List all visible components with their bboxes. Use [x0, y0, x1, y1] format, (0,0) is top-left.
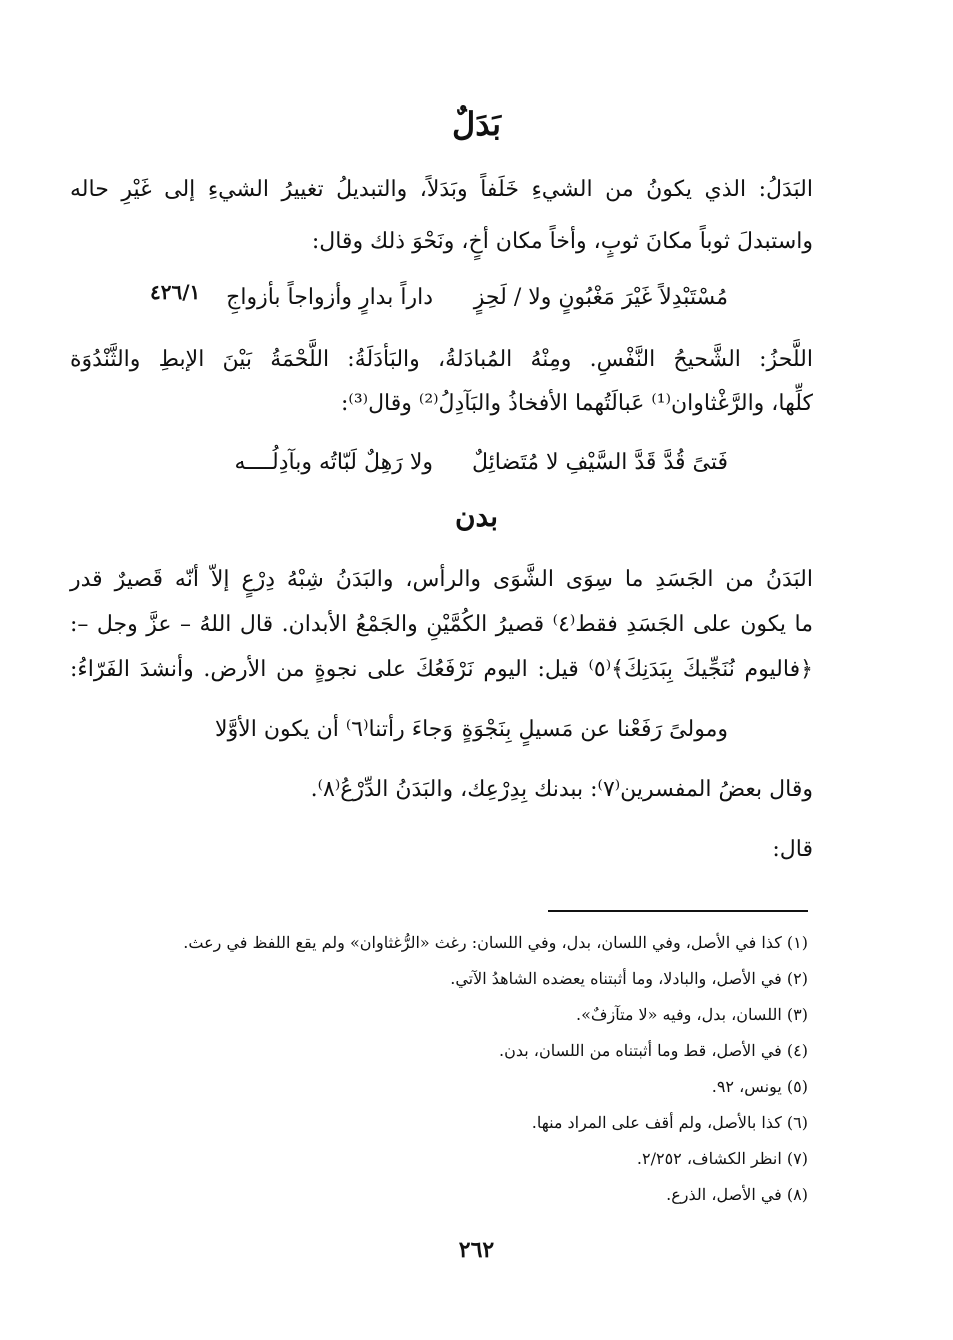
text-line: واستبدلَ ثوباً مكانَ ثوبٍ، وأخاً مكان أخٍ، ونَحْوَ ذلك وقال: — [311, 229, 813, 254]
verse-hemistich: داراً بدارٍ وأزواجاً بأزواجِ — [226, 285, 433, 310]
entry-heading-badan: بدن — [454, 500, 499, 533]
footnote: (٨) في الأصل، الذرع. — [666, 1185, 808, 1204]
verse-hemistich: ومولىً رَفَعْنا عن مَسيلٍ بِنَجْوَةٍ — [461, 717, 728, 742]
verse-hemistich: مُسْتَبْدِلاً غَيْرَ مَغْبُونٍ ولا / لَحِزٍ — [473, 285, 728, 310]
text-line: كلِّها، والرَّغْثاوان⁽¹⁾ عَبالَتُهما الأفخاذُ والبَآدِلُ⁽²⁾ وقال⁽³⁾: — [341, 391, 813, 416]
footnote: (١) كذا في الأصل، وفي اللسان، بدل، وفي اللسان: رغث «الرُّغثاوان» ولم يقع اللفظ في رعث. — [183, 933, 808, 952]
page-number: ٢٦٢ — [458, 1237, 495, 1263]
footnote: (٦) كذا بالأصل، ولم أقف على المراد منها. — [531, 1113, 808, 1132]
text-line: اللَّحزُ: الشَّحيحُ النَّفْسِ. ومِنْهُ المُبادَلةُ، والبَأدَلَةُ: اللَّحْمَةُ بَيْنَ الإبطِ والثَّنْدُوَة — [70, 347, 813, 372]
verse-hemistich: وَجاءَ رأتنا⁽٦⁾ أن يكون الأوَّلا — [215, 717, 453, 742]
entry-heading-badal: بَدَلٌ — [452, 105, 501, 143]
verse-hemistich: فَتىً قُدَّ قَدَّ السَّيْفِ لا مُتَضائِلٌ — [472, 450, 728, 475]
margin-reference: ٤٢٦/١ — [150, 280, 201, 304]
footnote-separator — [548, 910, 808, 912]
text-line: البَدَلُ: الذي يكونُ من الشيءِ خَلَفاً وبَدَلاً، والتبديلُ تغييرُ الشيءِ إلى غَيْرِ حاله — [70, 177, 813, 202]
verse-hemistich: ولا رَهِلٌ لَبّاتُه وبآدِلُــــه — [234, 450, 433, 475]
footnote: (٣) اللسان، بدل، وفيه «لا متآزفٌ». — [576, 1005, 808, 1024]
text-line: قال: — [772, 837, 813, 862]
footnote: (٧) انظر الكشاف، ٢/٢٥٢. — [636, 1149, 808, 1168]
text-line: ﴿فاليوم نُنَجِّيكَ بِبَدَنِكَ﴾⁽٥⁾ قيل: اليوم نَرْفَعُكَ على نجوةٍ من الأرض. وأنشدَ الفَرّاءُ: — [70, 657, 813, 682]
footnote: (٢) في الأصل، والبادلا، وما أثبتناه يعضده الشاهدُ الآتي. — [450, 969, 808, 988]
footnote: (٤) في الأصل، قط وما أثبتناه من اللسان، بدن. — [499, 1041, 808, 1060]
footnote: (٥) يونس، ٩٢. — [711, 1077, 808, 1096]
text-line: ما يكون على الجَسَدِ فقط⁽٤⁾ قصيرُ الكُمَّيْنِ والجَمْعُ الأبدان. قال اللهُ – عزَّ وجل –: — [70, 612, 813, 637]
text-line: وقال بعضُ المفسرين⁽٧⁾: ببدنك بِدِرْعِك، والبَدَنُ الدِّرْعُ⁽٨⁾. — [310, 777, 813, 802]
text-line: البَدَنُ من الجَسَدِ ما سِوَى الشَّوَى والرأس، والبَدَنُ شِبْهُ دِرْعٍ إلاّ أنّه قَصيرٌ قدر — [70, 567, 813, 592]
